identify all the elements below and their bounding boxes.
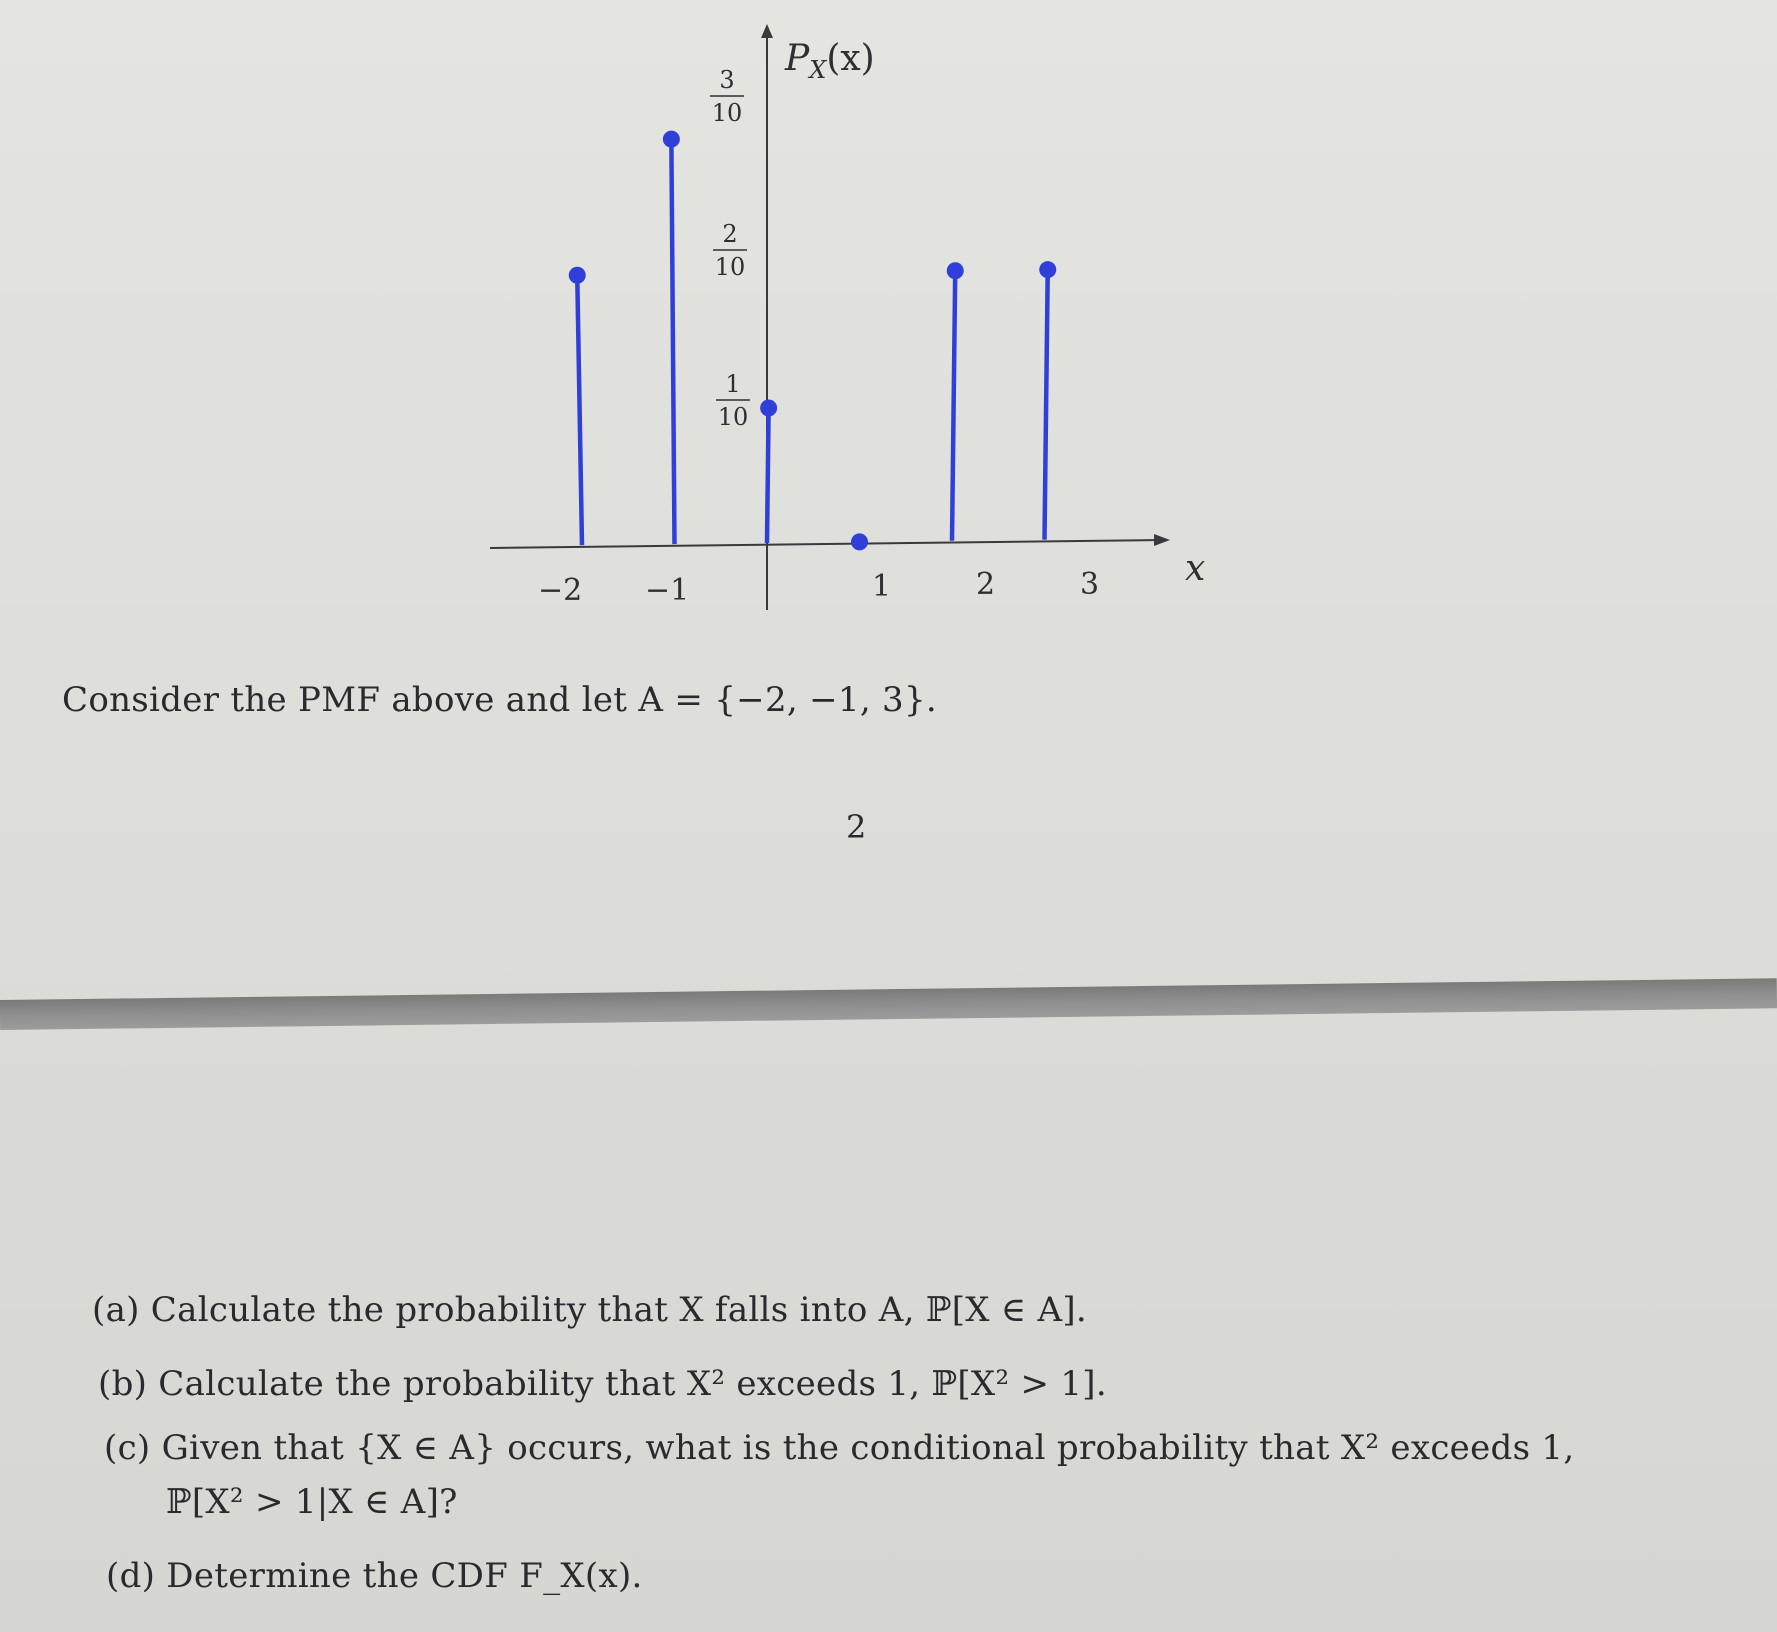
- question-d: (d) Determine the CDF F_X(x).: [106, 1556, 643, 1596]
- x-tick-label: 1: [872, 569, 892, 604]
- pmf-point: [851, 533, 868, 550]
- x-axis: [490, 540, 1160, 548]
- pmf-chart: [440, 10, 1240, 620]
- pmf-stem: [577, 275, 582, 545]
- y-tick-1-10: [716, 370, 750, 431]
- question-c-line1: (c) Given that {X ∈ A} occurs, what is the conditional probability that X² exceeds 1,: [104, 1428, 1575, 1468]
- y-tick-numerator: 2: [722, 220, 738, 248]
- pmf-point: [569, 267, 586, 284]
- pmf-stem: [671, 139, 674, 544]
- y-tick-numerator: 1: [725, 370, 741, 398]
- pmf-point: [663, 131, 680, 148]
- pmf-stem: [1045, 270, 1048, 540]
- pmf-stem: [767, 408, 769, 543]
- question-b: (b) Calculate the probability that X² exceeds 1, ℙ[X² > 1].: [98, 1364, 1107, 1404]
- question-a: (a) Calculate the probability that X falls into A, ℙ[X ∈ A].: [92, 1290, 1088, 1330]
- pmf-point: [760, 400, 777, 417]
- y-tick-3-10: [710, 66, 744, 127]
- x-tick-label: 3: [1080, 567, 1100, 602]
- x-tick-label: −1: [645, 573, 690, 608]
- bottom-page: [0, 1030, 1777, 1632]
- question-c-line2: ℙ[X² > 1|X ∈ A]?: [166, 1482, 458, 1522]
- x-axis-label: x: [1185, 548, 1206, 589]
- y-tick-denominator: 10: [711, 99, 743, 127]
- x-tick-label: −2: [538, 573, 583, 608]
- pmf-stems: [569, 131, 1057, 551]
- page-number: 2: [846, 808, 867, 846]
- x-tick-label: 2: [976, 567, 996, 602]
- pmf-point: [1039, 261, 1056, 278]
- pmf-stem: [952, 271, 955, 541]
- pmf-point: [947, 262, 964, 279]
- intro-text: Consider the PMF above and let A = {−2, −1, 3}.: [62, 680, 938, 720]
- y-tick-2-10: [713, 220, 747, 281]
- x-axis-arrow: [1154, 534, 1170, 546]
- y-tick-denominator: 10: [714, 253, 746, 281]
- x-tick-labels: [538, 567, 1099, 608]
- y-tick-numerator: 3: [719, 66, 735, 94]
- y-tick-denominator: 10: [717, 403, 749, 431]
- y-axis-label: $P_X(x)$: [785, 38, 875, 84]
- y-axis-arrow: [761, 24, 773, 38]
